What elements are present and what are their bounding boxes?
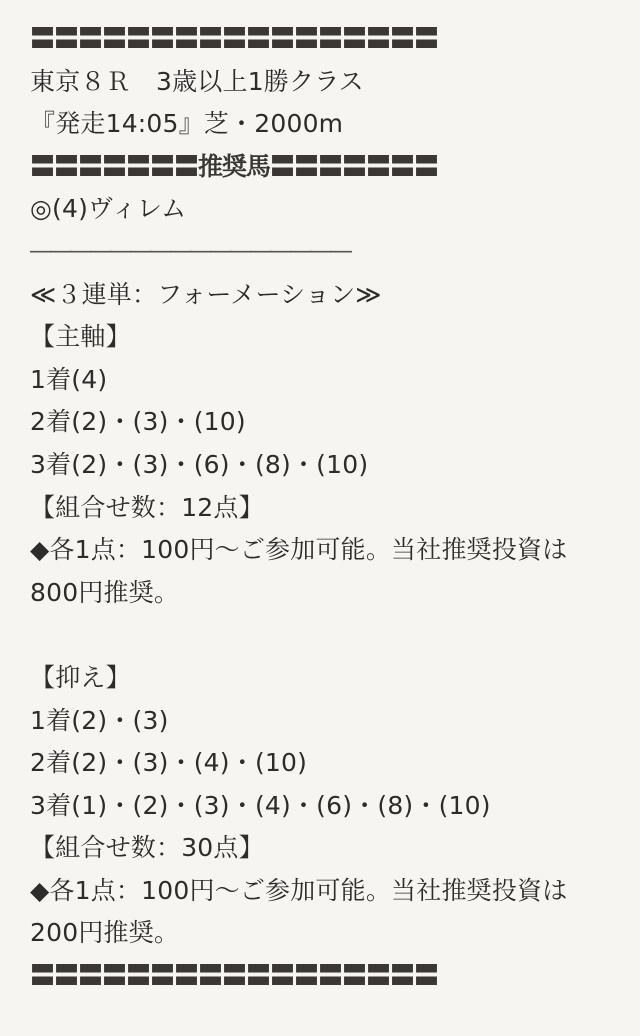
backup-stake-amount: 200円推奨。 <box>30 918 180 948</box>
backup-heading: 【抑え】 <box>30 662 131 692</box>
backup-second-place: 2着(2)・(3)・(4)・(10) <box>30 748 308 778</box>
divider-bottom: 〓〓〓〓〓〓〓〓〓〓〓〓〓〓〓〓〓 <box>30 961 439 991</box>
main-first-place: 1着(4) <box>30 364 108 394</box>
main-stake-amount: 800円推奨。 <box>30 577 180 607</box>
race-start-info: 『発走14:05』芝・2000m <box>30 109 344 139</box>
main-stake-note: ◆各1点：100円〜ご参加可能。当社推奨投資は <box>30 535 568 565</box>
recommended-horse: ◎(4)ヴィレム <box>30 194 187 224</box>
main-third-place: 3着(2)・(3)・(6)・(8)・(10) <box>30 449 369 479</box>
main-combination-count: 【組合せ数：12点】 <box>30 492 264 522</box>
bet-type-heading: ≪３連単：フォーメーション≫ <box>30 279 382 309</box>
main-axis-heading: 【主軸】 <box>30 322 131 352</box>
race-header: 東京８Ｒ 3歳以上1勝クラス <box>30 66 364 96</box>
recommended-horse-heading: 〓〓〓〓〓〓〓推奨馬〓〓〓〓〓〓〓 <box>30 151 439 181</box>
backup-stake-note: ◆各1点：100円〜ご参加可能。当社推奨投資は <box>30 875 568 905</box>
backup-combination-count: 【組合せ数：30点】 <box>30 833 264 863</box>
divider-thin: ―――――――――――――――― <box>30 238 350 264</box>
blank-line <box>30 614 630 657</box>
main-second-place: 2着(2)・(3)・(10) <box>30 407 246 437</box>
backup-first-place: 1着(2)・(3) <box>30 705 169 735</box>
backup-third-place: 3着(1)・(2)・(3)・(4)・(6)・(8)・(10) <box>30 790 491 820</box>
race-prediction-text <box>0 18 630 998</box>
divider-top: 〓〓〓〓〓〓〓〓〓〓〓〓〓〓〓〓〓 <box>30 24 439 53</box>
